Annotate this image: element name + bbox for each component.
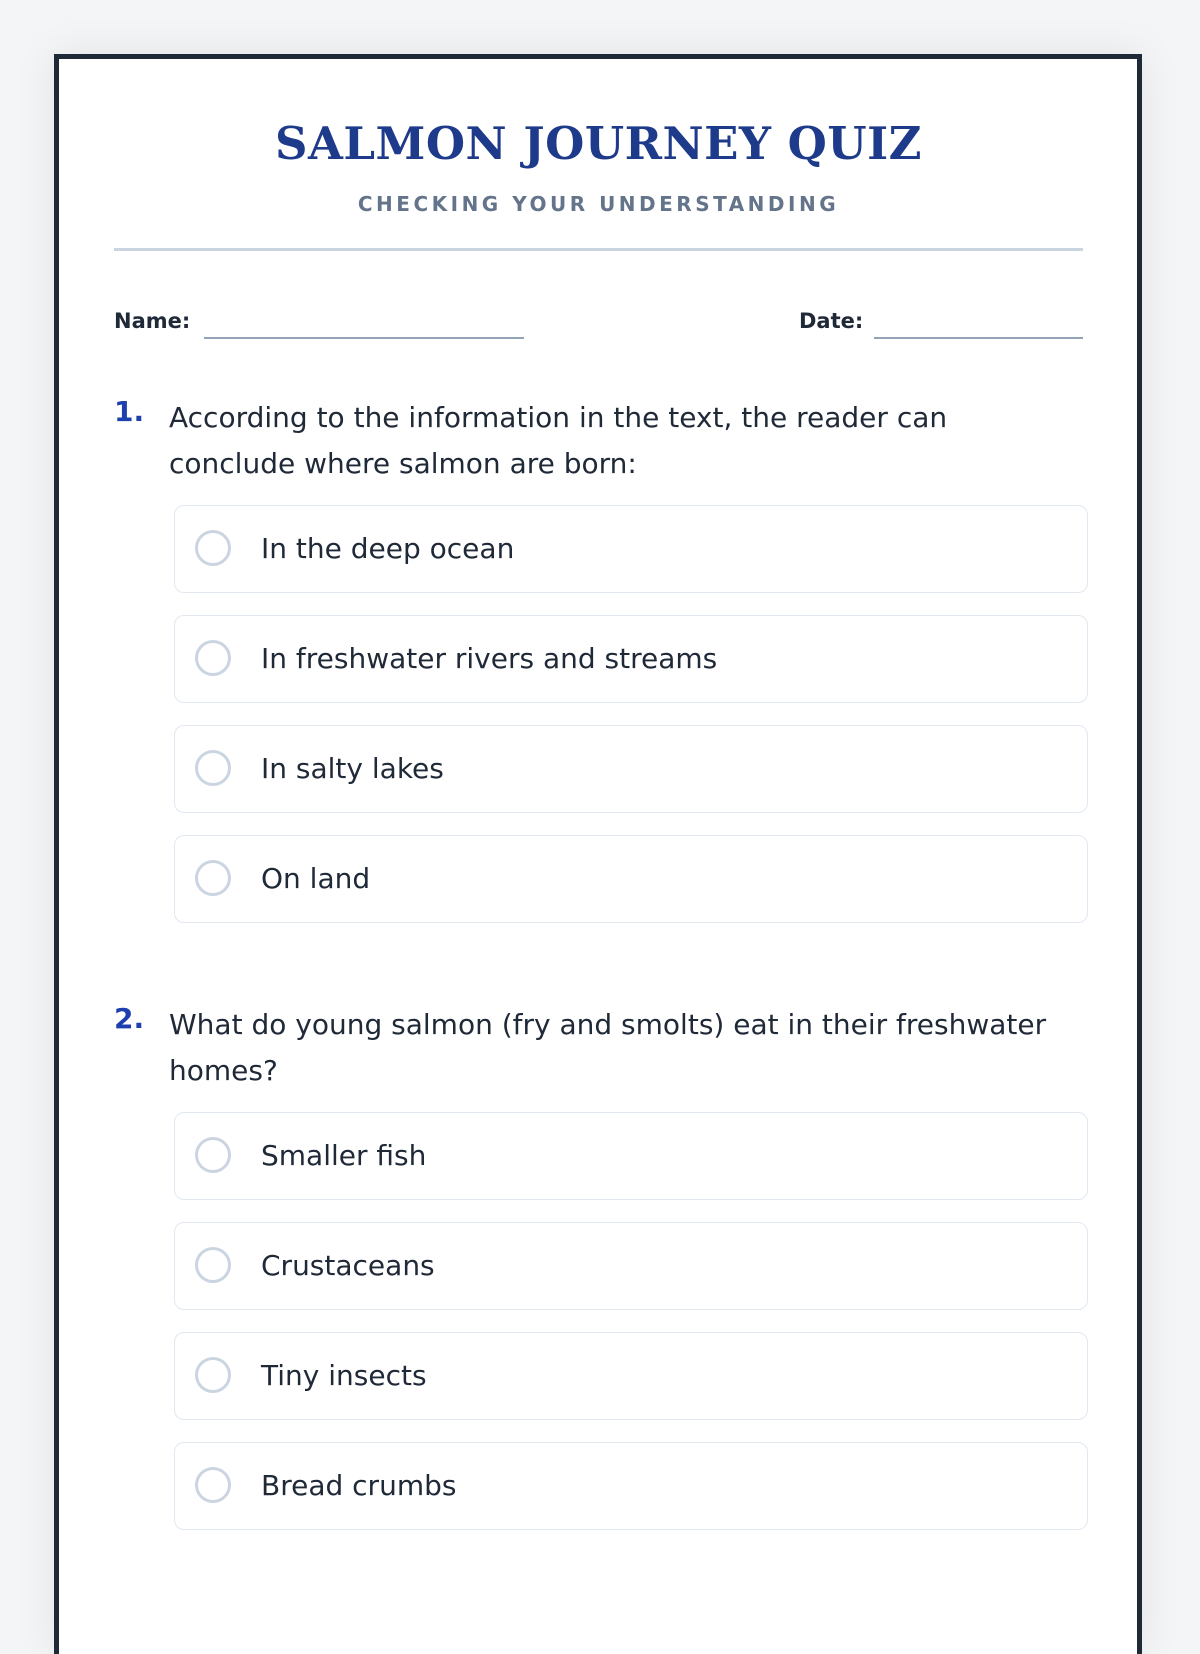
question-text: According to the information in the text, the reader can conclude where salmon are born: — [169, 401, 948, 480]
answer-option[interactable] — [174, 1442, 1088, 1530]
radio-button[interactable] — [195, 750, 231, 786]
option-label: Smaller fish — [261, 1139, 427, 1172]
date-field[interactable] — [874, 337, 1083, 339]
question-number: 1. — [114, 395, 145, 428]
option-label: On land — [261, 862, 371, 895]
option-label: Tiny insects — [261, 1359, 427, 1392]
answer-option[interactable] — [174, 615, 1088, 703]
quiz-header — [114, 59, 1083, 251]
name-field[interactable] — [204, 337, 524, 339]
answer-option[interactable] — [174, 835, 1088, 923]
name-label: Name: — [114, 309, 191, 333]
option-label: In freshwater rivers and streams — [261, 642, 718, 675]
radio-button[interactable] — [195, 640, 231, 676]
answer-option[interactable] — [174, 1112, 1088, 1200]
answer-option[interactable] — [174, 505, 1088, 593]
answer-option[interactable] — [174, 725, 1088, 813]
option-label: In salty lakes — [261, 752, 444, 785]
radio-button[interactable] — [195, 1467, 231, 1503]
radio-button[interactable] — [195, 530, 231, 566]
radio-button[interactable] — [195, 1247, 231, 1283]
question-number: 2. — [114, 1002, 145, 1035]
option-label: Bread crumbs — [261, 1469, 457, 1502]
date-label: Date: — [799, 309, 864, 333]
answer-option[interactable] — [174, 1332, 1088, 1420]
page-subtitle: CHECKING YOUR UNDERSTANDING — [357, 192, 840, 216]
radio-button[interactable] — [195, 1357, 231, 1393]
radio-button[interactable] — [195, 1137, 231, 1173]
quiz-sheet — [54, 54, 1142, 1654]
page-title: SALMON JOURNEY QUIZ — [274, 117, 923, 170]
option-label: Crustaceans — [261, 1249, 435, 1282]
answer-option[interactable] — [174, 1222, 1088, 1310]
question-text: What do young salmon (fry and smolts) eat in their freshwater homes? — [169, 1008, 1047, 1087]
option-label: In the deep ocean — [261, 532, 515, 565]
radio-button[interactable] — [195, 860, 231, 896]
